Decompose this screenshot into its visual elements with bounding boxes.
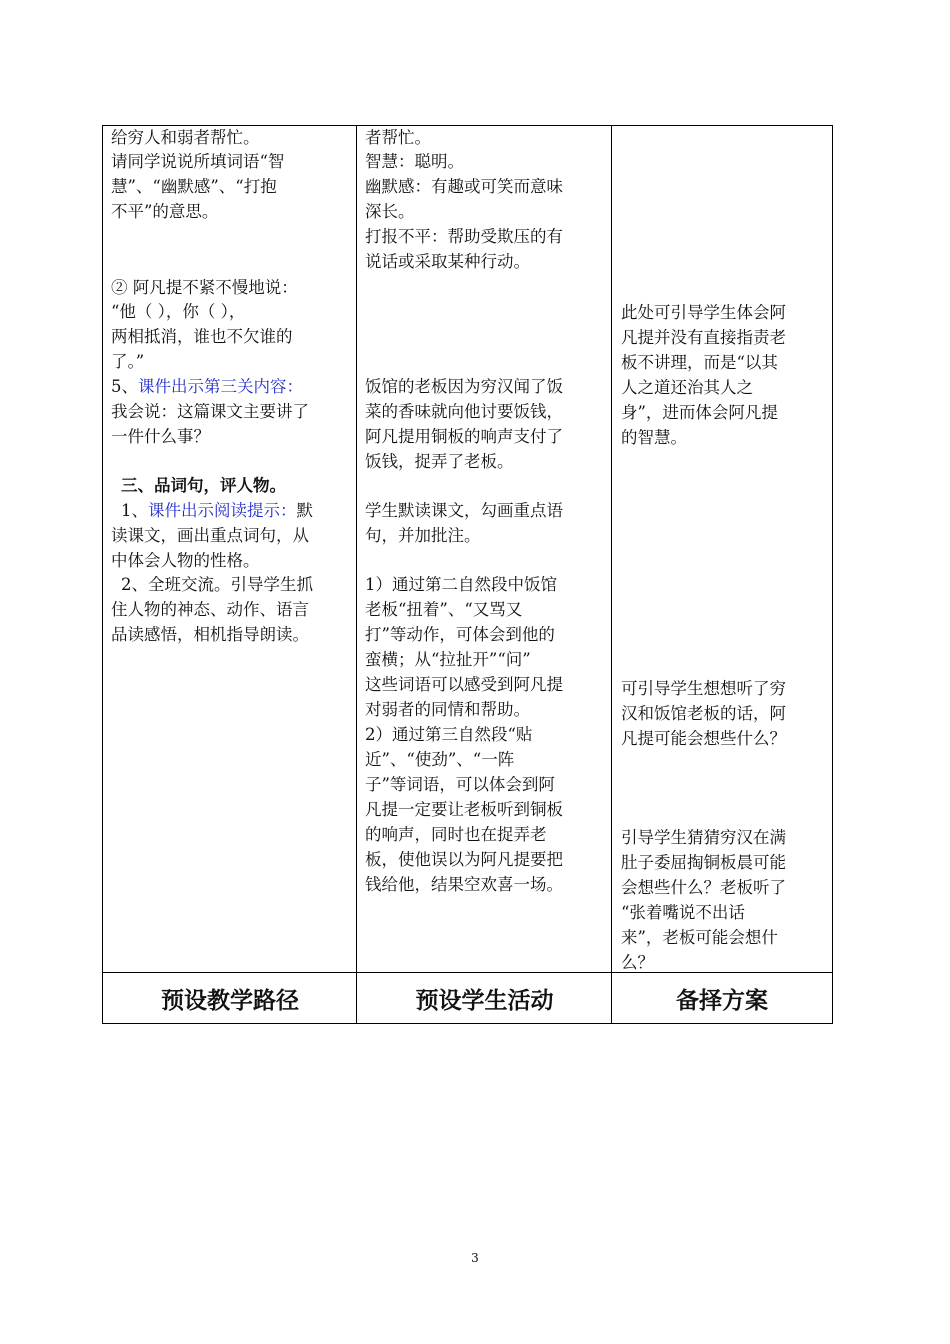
text-line: 身”，进而体会阿凡提: [621, 403, 778, 422]
text-line: 品读感悟，相机指导朗读。: [111, 625, 309, 644]
text-line: 此处可引导学生体会阿: [621, 303, 786, 322]
lesson-plan-table: [102, 125, 833, 1024]
text-line: 2、全班交流。引导学生抓: [121, 575, 313, 594]
header-alternative-plan: 备择方案: [611, 972, 833, 1024]
text-line: 请同学说说所填词语“智: [111, 152, 285, 171]
text-line: 给穷人和弱者帮忙。: [111, 128, 260, 147]
text-line: 中体会人物的性格。: [111, 551, 260, 570]
text-line: 么？: [621, 953, 654, 972]
text-line: 者帮忙。: [365, 128, 431, 147]
text-line: 说话或采取某种行动。: [365, 252, 530, 271]
text-fragment: 默: [296, 501, 313, 520]
item-number: 5、: [111, 377, 138, 396]
text-line: 的智慧。: [621, 428, 687, 447]
text-line: 会想些什么？老板听了: [621, 878, 786, 897]
header-student-activity: 预设学生活动: [356, 972, 612, 1024]
text-line: 老板“扭着”、“又骂又: [365, 600, 523, 619]
text-line: 我会说：这篇课文主要讲了: [111, 402, 309, 421]
text-line: 读课文，画出重点词句，从: [111, 526, 309, 545]
text-line: 智慧：聪明。: [365, 152, 464, 171]
text-line: 住人物的神态、动作、语言: [111, 600, 309, 619]
text-line: 了。”: [111, 352, 145, 371]
text-line: 凡提并没有直接指责老: [621, 328, 786, 347]
text-line: ② 阿凡提不紧不慢地说：: [111, 278, 298, 297]
item-number: 1、: [121, 501, 148, 520]
text-line: [111, 375, 303, 399]
text-line: 可引导学生想想听了穷: [621, 679, 786, 698]
text-line: 1）通过第二自然段中饭馆: [365, 575, 557, 594]
alternative-plan-cell: [611, 125, 833, 973]
text-line: 蛮横；从“拉扯开”“问”: [365, 650, 531, 669]
text-line: 凡提一定要让老板听到铜板: [365, 800, 563, 819]
header-teaching-path: 预设教学路径: [102, 972, 357, 1024]
text-line: 钱给他，结果空欢喜一场。: [365, 875, 563, 894]
text-line: “他（ ），你（ ），: [111, 302, 246, 321]
text-line: 一件什么事？: [111, 427, 210, 446]
text-line: 饭馆的老板因为穷汉闻了饭: [365, 377, 563, 396]
text-line: 饭钱，捉弄了老板。: [365, 452, 514, 471]
text-line: 学生默读课文，勾画重点语: [365, 501, 563, 520]
text-line: 阿凡提用铜板的响声支付了: [365, 427, 563, 446]
text-line: 子”等词语，可以体会到阿: [365, 775, 555, 794]
text-line: 句，并加批注。: [365, 526, 481, 545]
text-line: “张着嘴说不出话: [621, 903, 745, 922]
text-line: 2）通过第三自然段“贴: [365, 725, 533, 744]
text-line: 这些词语可以感受到阿凡提: [365, 675, 563, 694]
text-line: 板，使他误以为阿凡提要把: [365, 850, 563, 869]
text-line: 引导学生猜猜穷汉在满: [621, 828, 786, 847]
text-line: 板不讲理，而是“以其: [621, 353, 778, 372]
student-activity-cell: [356, 125, 612, 973]
text-line: 幽默感：有趣或可笑而意味: [365, 177, 563, 196]
text-line: 慧”、“幽默感”、“打抱: [111, 177, 277, 196]
text-line: 人之道还治其人之: [621, 378, 753, 397]
text-line: 肚子委屈掏铜板晨可能: [621, 853, 786, 872]
text-line: 凡提可能会想些什么？: [621, 729, 786, 748]
text-line: 对弱者的同情和帮助。: [365, 700, 530, 719]
text-line: 两相抵消，谁也不欠谁的: [111, 327, 293, 346]
page-number: 3: [471, 1251, 479, 1265]
text-line: 打”等动作，可体会到他的: [365, 625, 555, 644]
text-line: 汉和饭馆老板的话，阿: [621, 704, 786, 723]
courseware-prompt: 课件出示第三关内容：: [138, 377, 303, 396]
text-line: 来”，老板可能会想什: [621, 928, 778, 947]
text-line: 菜的香味就向他讨要饭钱，: [365, 402, 563, 421]
section-heading: 三、品词句，评人物。: [121, 476, 286, 495]
text-line: 近”、“使劲”、“一阵: [365, 750, 515, 769]
text-line: 不平”的意思。: [111, 202, 219, 221]
text-line: 打报不平：帮助受欺压的有: [365, 227, 563, 246]
text-line: 深长。: [365, 202, 415, 221]
text-line: [121, 499, 313, 523]
courseware-prompt: 课件出示阅读提示：: [148, 501, 297, 520]
teaching-path-cell: [102, 125, 357, 973]
text-line: 的响声，同时也在捉弄老: [365, 825, 547, 844]
